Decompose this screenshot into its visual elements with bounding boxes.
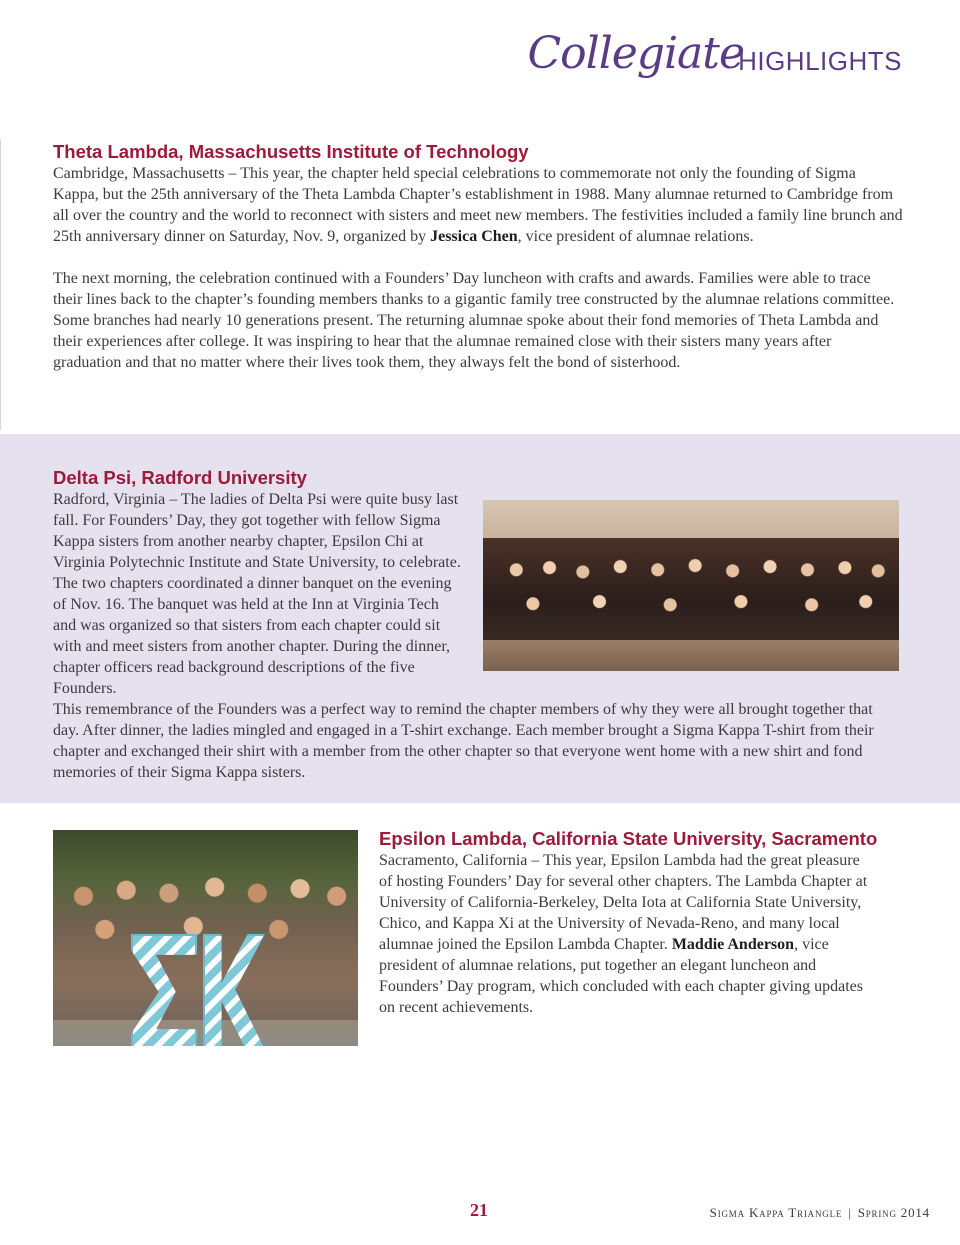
person-name: Jessica Chen	[430, 228, 518, 245]
article-paragraph	[53, 163, 903, 247]
paragraph-text: , vice president of alumnae relations.	[517, 228, 754, 245]
article-paragraph-wrapped: Radford, Virginia – The ladies of Delta Psi were quite busy last fall. For Founders’ Day, they got together with fellow Sigma Kappa sisters from another nearby chapter, Epsilon Chi at Virginia Polytechnic Institute and State University, to celebrate. The two chapters coordinated a dinner banquet on the evening of Nov. 16. The banquet was held at the Inn at Virginia Tech and was organized so that sisters from each chapter could sit with and meet sisters from another chapter. During the dinner, chapter officers read background descriptions of the five Founders.	[53, 491, 461, 697]
header-script-word: Collegiate	[527, 28, 744, 79]
left-margin-rule	[0, 140, 1, 430]
person-name: Maddie Anderson	[671, 936, 795, 953]
article-paragraph: The next morning, the celebration continued with a Founders’ Day luncheon with crafts and awards. Families were able to trace their lines back to the chapter’s founding members thanks to a gigantic family tree constructed by the alumnae relations committee. Some branches had nearly 10 generations present. The returning alumnae spoke about their fond memories of Theta Lambda and their experiences after college. It was inspiring to hear that the alumnae remained close with their sisters many years after graduation and that no matter where their lives took them, they always felt the bond of sisterhood.	[53, 270, 895, 371]
page-header	[482, 24, 902, 96]
delta-psi-group-photo	[483, 500, 899, 671]
paragraph-text: Cambridge, Massachusetts – This year, the chapter held special celebrations to commemorate not only the founding of Sigma Kappa, but the 25th anniversary of the Theta Lambda Chapter’s establishment in 1988. Many alumnae returned to Cambridge from all over the country and the world to reconnect with sisters and meet new members. The festivities included a family line brunch and 25th anniversary dinner on Saturday, Nov. 9, organized by	[53, 165, 903, 245]
paragraph-text: Sacramento, California – This year, Epsilon Lambda had the great pleasure of hosting Founders’ Day for several other chapters. The Lambda Chapter at University of California-Berkeley, Delta Iota at California State University, Chico, and Kappa Xi at the University of Nevada-Reno, and many local alumnae joined the Epsilon Lambda Chapter.	[379, 852, 868, 953]
paragraph-text: , vice president of alumnae relations, put together an elegant luncheon and Founders’ Day program, which concluded with each chapter giving updates on recent achievements.	[379, 936, 863, 1016]
section-title: Epsilon Lambda, California State University, Sacramento	[379, 828, 878, 849]
section-title: Delta Psi, Radford University	[53, 467, 307, 488]
section-title: Theta Lambda, Massachusetts Institute of Technology	[53, 141, 529, 162]
photo-crowd	[483, 538, 899, 644]
header-caps-word: HIGHLIGHTS	[738, 46, 902, 76]
section-epsilon-lambda	[379, 828, 879, 1018]
epsilon-lambda-group-photo	[53, 830, 358, 1046]
publication-name: Sigma Kappa Triangle	[709, 1205, 843, 1220]
page-number: 21	[470, 1200, 488, 1220]
footer-separator: |	[848, 1205, 852, 1220]
photo-floor	[483, 640, 899, 671]
issue-date: Spring 2014	[857, 1205, 930, 1220]
article-paragraph	[379, 850, 871, 1018]
publication-line	[710, 1205, 930, 1221]
section-theta-lambda	[53, 141, 903, 373]
article-paragraph: This remembrance of the Founders was a perfect way to remind the chapter members of why they were all brought together that day. After dinner, the ladies mingled and engaged in a T-shirt exchange. Each member brought a Sigma Kappa T-shirt from their chapter and exchanged their shirt with a member from the other chapter so that everyone went home with a new shirt and fond memories of their Sigma Kappa sisters.	[53, 701, 874, 781]
